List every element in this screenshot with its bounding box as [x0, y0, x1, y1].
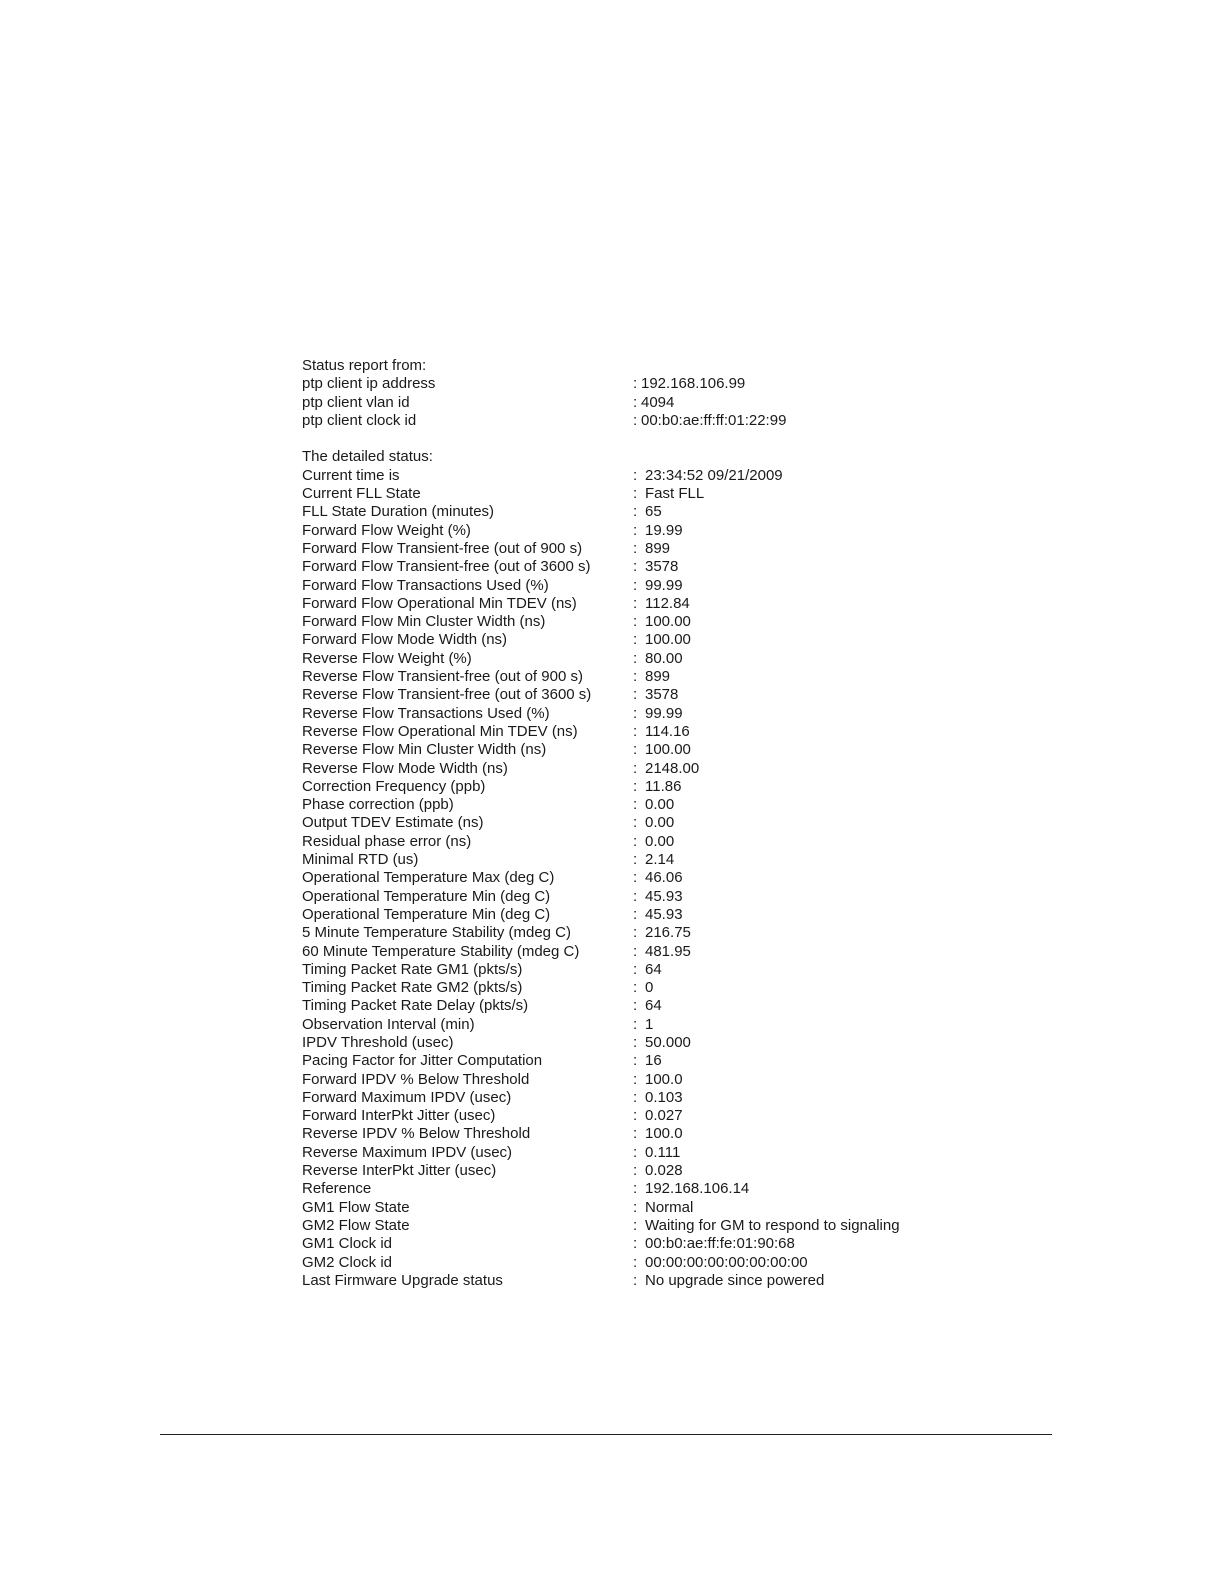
status-row — [302, 943, 1002, 961]
status-label: Reference — [302, 1180, 372, 1198]
status-value: 1 — [645, 1015, 654, 1033]
status-value: 00:b0:ae:ff:fe:01:90:68 — [645, 1235, 795, 1253]
status-row — [302, 686, 1002, 704]
status-row — [302, 760, 1002, 778]
status-row — [302, 851, 1002, 869]
status-value: Fast FLL — [645, 485, 705, 503]
status-row — [302, 1180, 1002, 1198]
status-row — [302, 741, 1002, 759]
status-value: 80.00 — [645, 649, 683, 667]
status-label: Observation Interval (min) — [302, 1015, 475, 1033]
detailed-status-section — [302, 467, 1002, 1290]
status-label: Correction Frequency (ppb) — [302, 777, 486, 795]
status-separator: : — [633, 942, 638, 960]
status-value: 0.00 — [645, 832, 675, 850]
section-spacer — [302, 430, 1002, 448]
status-label: 60 Minute Temperature Stability (mdeg C) — [302, 942, 580, 960]
status-separator: : — [633, 1033, 638, 1051]
status-separator: : — [633, 485, 638, 503]
status-label: Operational Temperature Min (deg C) — [302, 887, 551, 905]
status-label: Timing Packet Rate GM1 (pkts/s) — [302, 960, 523, 978]
status-separator: : — [633, 960, 638, 978]
status-row — [302, 723, 1002, 741]
client-info-label: ptp client vlan id — [302, 393, 410, 411]
status-label: 5 Minute Temperature Stability (mdeg C) — [302, 924, 572, 942]
client-info-row — [302, 412, 1002, 430]
status-separator: : — [633, 576, 638, 594]
status-separator: : — [633, 594, 638, 612]
status-separator: : — [633, 1015, 638, 1033]
status-value: 23:34:52 09/21/2009 — [645, 466, 783, 484]
status-separator: : — [633, 1107, 638, 1125]
status-label: Reverse IPDV % Below Threshold — [302, 1125, 531, 1143]
status-row — [302, 796, 1002, 814]
status-separator: : — [633, 1162, 638, 1180]
status-separator: : — [633, 979, 638, 997]
client-info-value: 4094 — [641, 393, 675, 411]
status-separator: : — [633, 1052, 638, 1070]
status-row — [302, 1034, 1002, 1052]
client-info-separator: : — [633, 375, 638, 393]
detailed-status-heading — [302, 448, 1002, 466]
status-value: 2.14 — [645, 851, 675, 869]
status-row — [302, 705, 1002, 723]
status-value: 0.111 — [645, 1143, 681, 1161]
status-separator: : — [633, 796, 638, 814]
status-separator: : — [633, 1143, 638, 1161]
status-value: 50.000 — [645, 1033, 691, 1051]
status-label: Forward Maximum IPDV (usec) — [302, 1088, 512, 1106]
status-value: 0.027 — [645, 1107, 683, 1125]
status-row — [302, 778, 1002, 796]
status-label: Residual phase error (ns) — [302, 832, 472, 850]
status-separator: : — [633, 521, 638, 539]
status-separator: : — [633, 704, 638, 722]
status-value: 100.0 — [645, 1125, 683, 1143]
client-info-separator: : — [633, 411, 638, 429]
status-value: 100.00 — [645, 613, 691, 631]
status-row — [302, 503, 1002, 521]
status-value: 11.86 — [645, 777, 682, 795]
status-row — [302, 668, 1002, 686]
status-row — [302, 467, 1002, 485]
status-value: 45.93 — [645, 905, 683, 923]
status-row — [302, 558, 1002, 576]
status-row — [302, 1162, 1002, 1180]
status-separator: : — [633, 1180, 638, 1198]
client-info-label: ptp client ip address — [302, 375, 436, 393]
status-value: 216.75 — [645, 924, 691, 942]
status-label: GM2 Flow State — [302, 1216, 410, 1234]
status-label: Output TDEV Estimate (ns) — [302, 814, 484, 832]
status-row — [302, 1217, 1002, 1235]
status-label: Reverse Flow Min Cluster Width (ns) — [302, 741, 547, 759]
status-separator: : — [633, 777, 638, 795]
status-label: Reverse Flow Operational Min TDEV (ns) — [302, 722, 578, 740]
status-separator: : — [633, 1125, 638, 1143]
status-report — [302, 357, 1002, 1290]
status-separator: : — [633, 1235, 638, 1253]
status-separator: : — [633, 649, 638, 667]
status-separator: : — [633, 997, 638, 1015]
status-value: Normal — [645, 1198, 694, 1216]
status-separator: : — [633, 686, 638, 704]
status-separator: : — [633, 1253, 638, 1271]
report-heading — [302, 357, 1002, 375]
status-row — [302, 833, 1002, 851]
status-separator: : — [633, 668, 638, 686]
status-separator: : — [633, 869, 638, 887]
status-label: Phase correction (ppb) — [302, 796, 454, 814]
status-row — [302, 1071, 1002, 1089]
status-row — [302, 650, 1002, 668]
status-row — [302, 631, 1002, 649]
status-value: 0 — [645, 979, 654, 997]
status-value: 16 — [645, 1052, 662, 1070]
status-row — [302, 924, 1002, 942]
status-value: 3578 — [645, 558, 679, 576]
status-row — [302, 1089, 1002, 1107]
status-label: IPDV Threshold (usec) — [302, 1033, 454, 1051]
status-value: 99.99 — [645, 704, 683, 722]
status-value: 112.84 — [645, 594, 690, 612]
status-label: Forward Flow Transient-free (out of 3600 s) — [302, 558, 591, 576]
status-value: 0.00 — [645, 796, 675, 814]
status-label: Reverse Flow Transactions Used (%) — [302, 704, 550, 722]
status-label: Forward Flow Mode Width (ns) — [302, 631, 508, 649]
status-value: 100.00 — [645, 741, 691, 759]
client-info-row — [302, 394, 1002, 412]
client-info-separator: : — [633, 393, 638, 411]
status-label: GM1 Clock id — [302, 1235, 393, 1253]
status-value: 3578 — [645, 686, 679, 704]
status-row — [302, 997, 1002, 1015]
status-separator: : — [633, 814, 638, 832]
status-row — [302, 888, 1002, 906]
status-label: Reverse InterPkt Jitter (usec) — [302, 1162, 497, 1180]
footer-divider — [160, 1434, 1052, 1435]
status-value: No upgrade since powered — [645, 1271, 825, 1289]
status-value: 45.93 — [645, 887, 683, 905]
status-label: Reverse Flow Transient-free (out of 900 s) — [302, 668, 583, 686]
status-label: Reverse Flow Weight (%) — [302, 649, 472, 667]
status-separator: : — [633, 466, 638, 484]
detailed-status-heading-text: The detailed status: — [302, 448, 433, 466]
status-value: 64 — [645, 960, 662, 978]
status-value: 00:00:00:00:00:00:00:00 — [645, 1253, 808, 1271]
status-label: Forward InterPkt Jitter (usec) — [302, 1107, 496, 1125]
status-row — [302, 595, 1002, 613]
client-info-value: 00:b0:ae:ff:ff:01:22:99 — [641, 411, 787, 429]
status-row — [302, 1235, 1002, 1253]
status-row — [302, 1254, 1002, 1272]
status-label: FLL State Duration (minutes) — [302, 503, 495, 521]
status-separator: : — [633, 887, 638, 905]
status-row — [302, 540, 1002, 558]
status-row — [302, 979, 1002, 997]
status-value: 2148.00 — [645, 759, 700, 777]
status-row — [302, 1016, 1002, 1034]
status-label: Forward Flow Transient-free (out of 900 s) — [302, 539, 583, 557]
status-value: 99.99 — [645, 576, 683, 594]
status-value: 0.028 — [645, 1162, 683, 1180]
status-label: Forward Flow Min Cluster Width (ns) — [302, 613, 546, 631]
status-row — [302, 1199, 1002, 1217]
status-label: Last Firmware Upgrade status — [302, 1271, 503, 1289]
status-label: Operational Temperature Max (deg C) — [302, 869, 555, 887]
status-value: 46.06 — [645, 869, 683, 887]
status-separator: : — [633, 1070, 638, 1088]
status-row — [302, 522, 1002, 540]
status-value: 114.16 — [645, 722, 690, 740]
client-info-row — [302, 375, 1002, 393]
status-label: Operational Temperature Min (deg C) — [302, 905, 551, 923]
status-label: Reverse Flow Transient-free (out of 3600 s) — [302, 686, 592, 704]
status-separator: : — [633, 759, 638, 777]
client-info-label: ptp client clock id — [302, 411, 417, 429]
status-row — [302, 814, 1002, 832]
status-value: 19.99 — [645, 521, 683, 539]
status-separator: : — [633, 1198, 638, 1216]
status-row — [302, 577, 1002, 595]
report-heading-text: Status report from: — [302, 357, 427, 374]
status-separator: : — [633, 722, 638, 740]
status-row — [302, 869, 1002, 887]
status-label: Reverse Flow Mode Width (ns) — [302, 759, 508, 777]
status-row — [302, 485, 1002, 503]
status-value: 899 — [645, 668, 671, 686]
status-label: Forward Flow Transactions Used (%) — [302, 576, 549, 594]
status-separator: : — [633, 924, 638, 942]
status-label: Forward IPDV % Below Threshold — [302, 1070, 530, 1088]
status-row — [302, 906, 1002, 924]
status-separator: : — [633, 631, 638, 649]
status-value: 0.103 — [645, 1088, 683, 1106]
status-label: Minimal RTD (us) — [302, 851, 419, 869]
status-label: Pacing Factor for Jitter Computation — [302, 1052, 543, 1070]
status-separator: : — [633, 503, 638, 521]
status-label: GM2 Clock id — [302, 1253, 393, 1271]
status-separator: : — [633, 539, 638, 557]
status-label: Forward Flow Weight (%) — [302, 521, 471, 539]
status-row — [302, 1125, 1002, 1143]
status-value: Waiting for GM to respond to signaling — [645, 1216, 900, 1234]
status-label: Timing Packet Rate Delay (pkts/s) — [302, 997, 529, 1015]
status-value: 65 — [645, 503, 662, 521]
status-value: 192.168.106.14 — [645, 1180, 750, 1198]
status-separator: : — [633, 1088, 638, 1106]
status-row — [302, 1107, 1002, 1125]
status-label: Timing Packet Rate GM2 (pkts/s) — [302, 979, 523, 997]
status-row — [302, 1144, 1002, 1162]
client-info-value: 192.168.106.99 — [641, 375, 746, 393]
status-value: 481.95 — [645, 942, 691, 960]
status-separator: : — [633, 905, 638, 923]
status-separator: : — [633, 1216, 638, 1234]
status-label: GM1 Flow State — [302, 1198, 410, 1216]
status-row — [302, 613, 1002, 631]
status-row — [302, 961, 1002, 979]
client-info-section — [302, 375, 1002, 430]
status-separator: : — [633, 1271, 638, 1289]
status-row — [302, 1272, 1002, 1290]
status-label: Forward Flow Operational Min TDEV (ns) — [302, 594, 577, 612]
status-label: Reverse Maximum IPDV (usec) — [302, 1143, 513, 1161]
status-separator: : — [633, 832, 638, 850]
status-separator: : — [633, 558, 638, 576]
status-separator: : — [633, 613, 638, 631]
status-value: 899 — [645, 539, 671, 557]
status-value: 100.0 — [645, 1070, 683, 1088]
status-value: 100.00 — [645, 631, 691, 649]
status-row — [302, 1052, 1002, 1070]
status-value: 0.00 — [645, 814, 675, 832]
status-label: Current time is — [302, 466, 400, 484]
status-separator: : — [633, 741, 638, 759]
status-value: 64 — [645, 997, 662, 1015]
status-label: Current FLL State — [302, 485, 421, 503]
status-separator: : — [633, 851, 638, 869]
